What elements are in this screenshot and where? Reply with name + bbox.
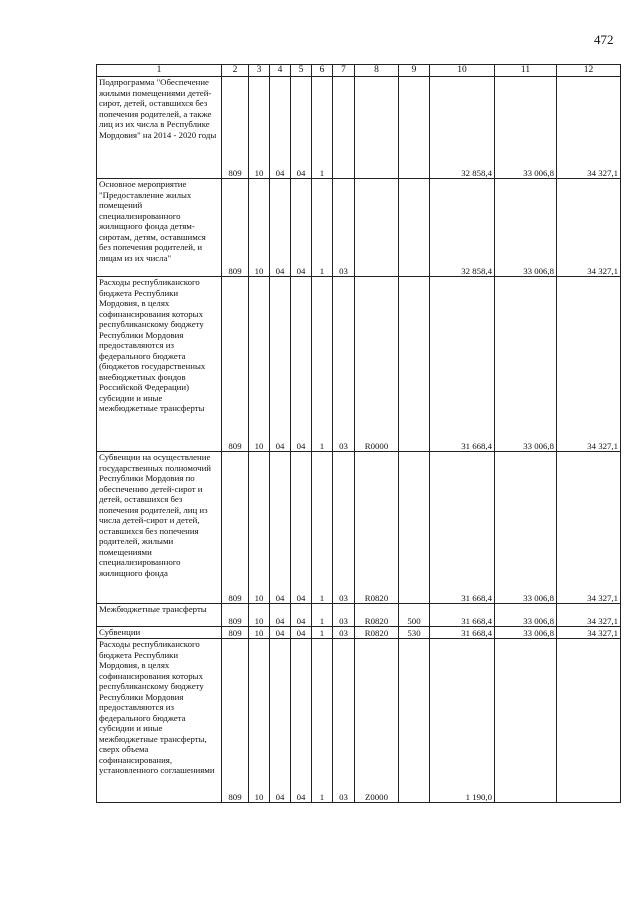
row-name-cell: Субвенции на осуществление государственных полномочий Республики Мордовия по обеспечению детей-сирот и детей, оставшихся без попечения родителей, лиц из числа детей-сирот и детей, оставшихся без попечения родителей, жилыми помещениями специализированного жилищного фонда [97, 452, 222, 604]
cell-direction: Z0000 [355, 639, 399, 803]
cell-amount-2: 33 006,8 [495, 627, 557, 639]
cell-amount-3: 34 327,1 [557, 604, 621, 627]
cell-section: 10 [249, 179, 270, 277]
cell-amount-1: 31 668,4 [430, 452, 495, 604]
cell-ministry-code: 809 [222, 452, 249, 604]
cell-amount-1: 31 668,4 [430, 627, 495, 639]
cell-amount-1: 31 668,4 [430, 604, 495, 627]
cell-direction: R0820 [355, 452, 399, 604]
cell-program: 04 [291, 604, 312, 627]
cell-subsection: 04 [270, 604, 291, 627]
cell-section: 10 [249, 77, 270, 179]
cell-subprogram: 1 [312, 77, 333, 179]
cell-section: 10 [249, 639, 270, 803]
cell-program: 04 [291, 627, 312, 639]
cell-activity: 03 [333, 452, 355, 604]
table-row [97, 639, 621, 803]
cell-section: 10 [249, 452, 270, 604]
table-row [97, 604, 621, 627]
cell-amount-3: 34 327,1 [557, 277, 621, 452]
cell-expense-type [399, 77, 430, 179]
header-cell: 1 [97, 65, 222, 77]
cell-ministry-code: 809 [222, 604, 249, 627]
cell-ministry-code: 809 [222, 627, 249, 639]
header-cell: 6 [312, 65, 333, 77]
cell-subsection: 04 [270, 639, 291, 803]
table-header-row [97, 65, 621, 77]
cell-amount-2: 33 006,8 [495, 452, 557, 604]
cell-subsection: 04 [270, 452, 291, 604]
cell-program: 04 [291, 77, 312, 179]
cell-subsection: 04 [270, 179, 291, 277]
header-cell: 7 [333, 65, 355, 77]
header-cell: 8 [355, 65, 399, 77]
cell-amount-2: 33 006,8 [495, 277, 557, 452]
cell-activity: 03 [333, 639, 355, 803]
cell-subprogram: 1 [312, 627, 333, 639]
cell-amount-2 [495, 639, 557, 803]
cell-direction: R0000 [355, 277, 399, 452]
cell-direction [355, 179, 399, 277]
cell-program: 04 [291, 639, 312, 803]
cell-amount-3: 34 327,1 [557, 179, 621, 277]
cell-amount-2: 33 006,8 [495, 179, 557, 277]
cell-subprogram: 1 [312, 277, 333, 452]
table-row [97, 77, 621, 179]
header-cell: 10 [430, 65, 495, 77]
cell-ministry-code: 809 [222, 639, 249, 803]
header-cell: 12 [557, 65, 621, 77]
cell-activity: 03 [333, 604, 355, 627]
header-cell: 11 [495, 65, 557, 77]
budget-table [96, 64, 621, 803]
header-cell: 9 [399, 65, 430, 77]
table-row [97, 277, 621, 452]
header-cell: 3 [249, 65, 270, 77]
cell-expense-type: 530 [399, 627, 430, 639]
cell-direction: R0820 [355, 627, 399, 639]
cell-activity [333, 77, 355, 179]
cell-subsection: 04 [270, 627, 291, 639]
page-number: 472 [594, 32, 614, 47]
row-name-cell: Расходы республиканского бюджета Республики Мордовия, в целях софинансирования которых республиканскому бюджету Республики Мордовия предоставляются из федерального бюджета (бюджетов государственных внебюджетных фондов Российской Федерации) субсидии и иные межбюджетные трансферты [97, 277, 222, 452]
cell-expense-type [399, 277, 430, 452]
cell-amount-1: 31 668,4 [430, 277, 495, 452]
header-cell: 2 [222, 65, 249, 77]
cell-section: 10 [249, 277, 270, 452]
cell-expense-type [399, 179, 430, 277]
cell-activity: 03 [333, 627, 355, 639]
cell-section: 10 [249, 604, 270, 627]
cell-ministry-code: 809 [222, 77, 249, 179]
cell-ministry-code: 809 [222, 179, 249, 277]
cell-activity: 03 [333, 277, 355, 452]
row-name-cell: Межбюджетные трансферты [97, 604, 222, 627]
row-name-cell: Субвенции [97, 627, 222, 639]
cell-program: 04 [291, 277, 312, 452]
row-name-cell: Расходы республиканского бюджета Республики Мордовия, в целях софинансирования которых республиканскому бюджету Республики Мордовия предоставляются из федерального бюджета субсидии и иные межбюджетные трансферты, сверх объема софинансирования, установленного соглашениями [97, 639, 222, 803]
cell-section: 10 [249, 627, 270, 639]
cell-amount-2: 33 006,8 [495, 77, 557, 179]
table-row [97, 627, 621, 639]
header-cell: 4 [270, 65, 291, 77]
table-row [97, 452, 621, 604]
cell-program: 04 [291, 179, 312, 277]
cell-amount-2: 33 006,8 [495, 604, 557, 627]
row-name-cell: Основное мероприятие "Предоставление жилых помещений специализированного жилищного фонда детям-сиротам, детям, оставшимся без попечения родителей, и лицам из их числа" [97, 179, 222, 277]
cell-expense-type [399, 639, 430, 803]
cell-direction: R0820 [355, 604, 399, 627]
cell-subprogram: 1 [312, 179, 333, 277]
cell-expense-type: 500 [399, 604, 430, 627]
cell-subsection: 04 [270, 77, 291, 179]
header-cell: 5 [291, 65, 312, 77]
cell-subprogram: 1 [312, 452, 333, 604]
cell-ministry-code: 809 [222, 277, 249, 452]
cell-amount-3: 34 327,1 [557, 627, 621, 639]
cell-amount-3: 34 327,1 [557, 452, 621, 604]
cell-subprogram: 1 [312, 604, 333, 627]
cell-activity: 03 [333, 179, 355, 277]
cell-subsection: 04 [270, 277, 291, 452]
table-row [97, 179, 621, 277]
cell-amount-1: 32 858,4 [430, 179, 495, 277]
cell-subprogram: 1 [312, 639, 333, 803]
row-name-cell: Подпрограмма "Обеспечение жилыми помещениями детей-сирот, детей, оставшихся без попечения родителей, а также лиц из их числа в Республике Мордовия" на 2014 - 2020 годы [97, 77, 222, 179]
cell-amount-1: 1 190,0 [430, 639, 495, 803]
cell-amount-3 [557, 639, 621, 803]
cell-expense-type [399, 452, 430, 604]
cell-amount-3: 34 327,1 [557, 77, 621, 179]
cell-program: 04 [291, 452, 312, 604]
cell-amount-1: 32 858,4 [430, 77, 495, 179]
cell-direction [355, 77, 399, 179]
